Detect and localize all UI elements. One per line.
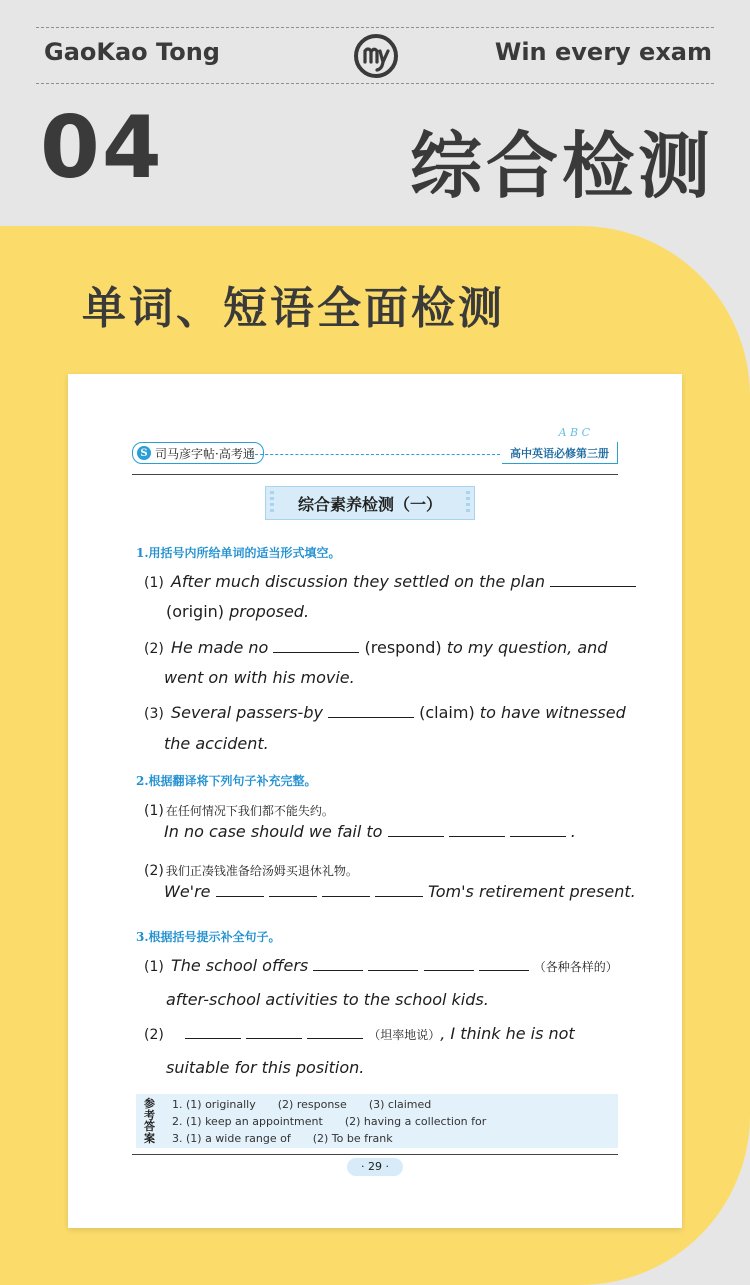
section-title: 综合检测: [409, 124, 714, 208]
q1-item1-line1: [144, 572, 636, 591]
answer-blank[interactable]: [388, 823, 444, 837]
page-number: · 29 ·: [347, 1158, 403, 1176]
brand-right-text: Win every exam: [494, 38, 712, 66]
q1-item2-text-c: to my question, and: [441, 638, 608, 657]
header-dashed-line: [250, 454, 500, 455]
panel-subtitle: 单词、短语全面检测: [82, 283, 505, 334]
answer-blank[interactable]: [216, 883, 264, 897]
q2-item1-end: .: [570, 822, 576, 841]
top-dashed-rule: [36, 27, 714, 28]
answer-text: 1. (1) originally: [172, 1098, 256, 1111]
answer-blank[interactable]: [368, 957, 418, 971]
answer-blank[interactable]: [424, 957, 474, 971]
q3-item2-text: , I think he is not: [440, 1024, 575, 1043]
q2-item2-cn-text: 我们正凑钱准备给汤姆买退休礼物。: [165, 864, 358, 878]
q1-item2-text-a: He made no: [170, 638, 269, 657]
q3-item2-hint: （坦率地说）: [368, 1028, 441, 1042]
series-tag-text: 司马彦字帖·高考通: [155, 446, 255, 461]
q1-item2-hint: (respond): [364, 638, 442, 657]
header-rule: [132, 474, 618, 475]
q1-item2-line2: went on with his movie.: [164, 668, 355, 687]
q1-item3-num: (3): [144, 706, 164, 722]
q1-item3-line1: [144, 703, 626, 722]
q1-item3-line2: the accident.: [164, 734, 269, 753]
mid-dashed-rule: [36, 83, 714, 84]
q1-item1-num: (1): [144, 575, 164, 591]
my-logo-icon: [352, 32, 400, 80]
answer-blank[interactable]: [449, 823, 505, 837]
q1-item1-tail: proposed.: [224, 602, 310, 621]
brand-left-text: GaoKao Tong: [44, 38, 220, 66]
q1-item3-text-c: to have witnessed: [474, 703, 626, 722]
section-banner: 综合素养检测（一）: [265, 486, 475, 520]
q1-item1-text: After much discussion they settled on the plan: [170, 572, 546, 591]
answer-text: 3. (1) a wide range of: [172, 1132, 291, 1145]
answer-text: 2. (1) keep an appointment: [172, 1115, 323, 1128]
section-number: 04: [40, 98, 164, 198]
q3-item1-line1: [144, 956, 618, 975]
q3-item2-line1: [144, 1024, 575, 1043]
book-tag: 高中英语必修第三册: [502, 442, 618, 464]
top-header-band: [0, 0, 750, 226]
answer-row-2: [172, 1115, 508, 1128]
answer-blank[interactable]: [479, 957, 529, 971]
answer-blank[interactable]: [273, 639, 359, 653]
q3-item1-line2: after-school activities to the school kids.: [166, 990, 489, 1009]
answer-blank[interactable]: [246, 1025, 302, 1039]
q2-item1-en-text: In no case should we fail to: [164, 822, 383, 841]
answer-row-3: [172, 1132, 415, 1145]
answer-blank[interactable]: [328, 704, 414, 718]
q2-item2-cn: [144, 860, 358, 879]
answer-key-box: [136, 1094, 618, 1148]
q2-item1-cn-text: 在任何情况下我们都不能失约。: [165, 804, 334, 818]
answer-blank[interactable]: [375, 883, 423, 897]
q3-item2-line2: suitable for this position.: [166, 1058, 365, 1077]
answer-blank[interactable]: [510, 823, 566, 837]
answer-blank[interactable]: [185, 1025, 241, 1039]
worksheet-page: [68, 374, 682, 1228]
answer-blank[interactable]: [307, 1025, 363, 1039]
q1-item2-line1: [144, 638, 607, 657]
q3-item1-text: The school offers: [170, 956, 309, 975]
answer-text: (2) To be frank: [312, 1132, 393, 1145]
q1-item3-text-a: Several passers-by: [170, 703, 323, 722]
answer-blank[interactable]: [550, 573, 636, 587]
q2-item2-num: (2): [144, 863, 164, 879]
q1-item1-hint: (origin): [166, 602, 225, 621]
answer-blank[interactable]: [313, 957, 363, 971]
q2-item1-num: (1): [144, 803, 164, 819]
abc-doodle: A B C: [558, 426, 590, 439]
q2-item2-en-a: We're: [164, 882, 211, 901]
q1-item3-hint: (claim): [419, 703, 475, 722]
q2-item2-en-b: Tom's retirement present.: [427, 882, 636, 901]
answer-text: (3) claimed: [368, 1098, 432, 1111]
q1-item2-num: (2): [144, 641, 164, 657]
q2-item1-en: [164, 822, 576, 841]
answer-text: (2) having a collection for: [344, 1115, 487, 1128]
q3-item2-num: (2): [144, 1027, 164, 1043]
q3-item1-hint: （各种各样的）: [533, 960, 618, 974]
q2-item2-en: [164, 882, 636, 901]
q2-item1-cn: [144, 800, 334, 819]
answer-blank[interactable]: [269, 883, 317, 897]
q3-item1-num: (1): [144, 959, 164, 975]
q1-title: 1.用括号内所给单词的适当形式填空。: [136, 546, 341, 560]
q2-title: 2.根据翻译将下列句子补充完整。: [136, 774, 317, 788]
answer-text: (2) response: [277, 1098, 347, 1111]
series-tag: [132, 442, 264, 464]
answer-row-1: [172, 1098, 453, 1111]
q1-item1-line2: [166, 602, 309, 621]
page-header: [132, 426, 618, 466]
answer-blank[interactable]: [322, 883, 370, 897]
answer-key-label: 参考答案: [144, 1097, 155, 1145]
q3-title: 3.根据括号提示补全句子。: [136, 930, 281, 944]
series-logo-icon: S: [137, 446, 151, 460]
footer-rule: [132, 1154, 618, 1155]
